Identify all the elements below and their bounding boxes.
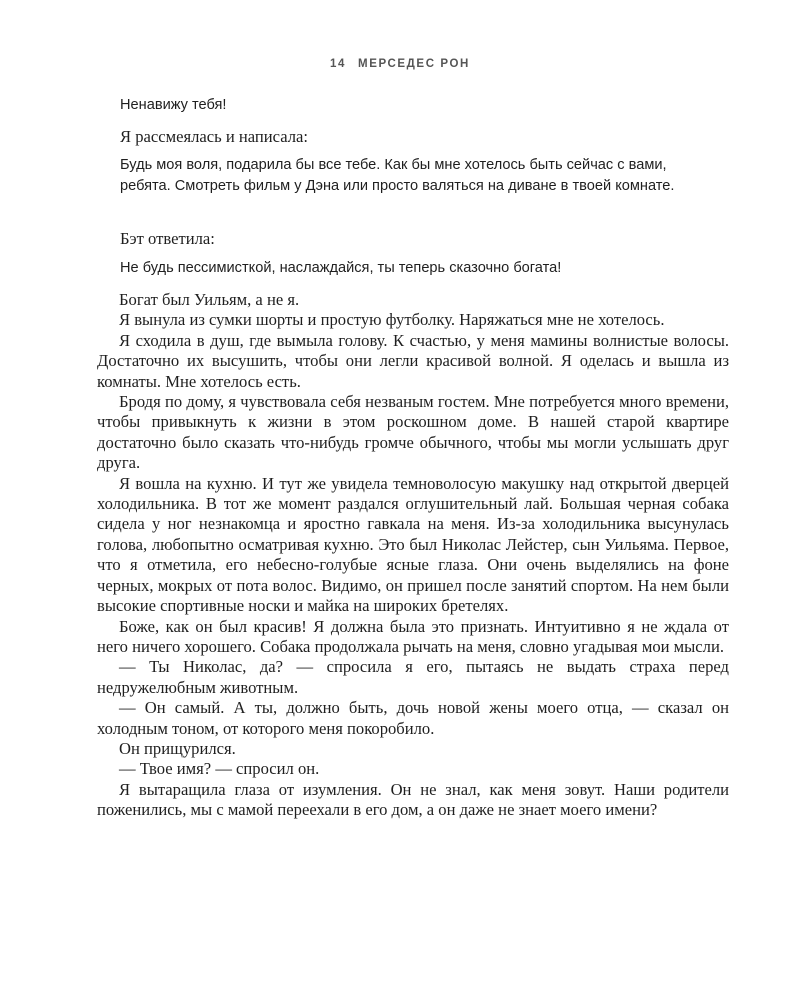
- paragraph: Я вошла на кухню. И тут же увидела темноволосую макушку над открытой дверцей холодильника. В тот же момент раздался оглушительный лай. Большая черная собака сидела у ног незнакомца и яростно гавкала на меня. Из-за холодильника высунулась голова, любопытно осматривая кухню. Это был Николас Лейстер, сын Уильяма. Первое, что я отметила, его небесно-голубые ясные глаза. Они очень выделялись на фоне черных, мокрых от пота волос. Видимо, он пришел после занятий спортом. На нем были высокие спортивные носки и майка на широких бретелях.: [97, 473, 729, 616]
- text-message: Будь моя воля, подарила бы все тебе. Как бы мне хотелось быть сейчас с вами, ребята. Смотреть фильм у Дэна или просто валяться на диване в твоей комнате.: [120, 157, 675, 194]
- author-name: МЕРСЕДЕС РОН: [358, 58, 470, 70]
- paragraph: Я вытаращила глаза от изумления. Он не знал, как меня зовут. Наши родители поженились, мы с мамой переехали в его дом, а он даже не знает моего имени?: [97, 779, 729, 820]
- paragraph: Бродя по дому, я чувствовала себя незваным гостем. Мне потребуется много времени, чтобы привыкнуть к жизни в этом роскошном доме. В нашей старой квартире достаточно было сказать что-нибудь громче обычного, чтобы мы могли услышать друг друга.: [97, 392, 729, 473]
- paragraph: Я сходила в душ, где вымыла голову. К счастью, у меня мамины волнистые волосы. Достаточно их высушить, чтобы они легли красивой волной. Я оделась и вышла из комнаты. Мне хотелось есть.: [97, 330, 729, 391]
- page-number: 14: [330, 58, 347, 70]
- narration-line: Бэт ответила:: [120, 229, 215, 248]
- text-message: Не будь пессимисткой, наслаждайся, ты теперь сказочно богата!: [120, 260, 562, 276]
- body-text: [97, 290, 729, 821]
- paragraph: — Он самый. А ты, должно быть, дочь новой жены моего отца, — сказал он холодным тоном, от которого меня покоробило.: [97, 698, 729, 738]
- paragraph: Я вынула из сумки шорты и простую футболку. Наряжаться мне не хотелось.: [119, 310, 665, 330]
- running-header: [0, 58, 800, 70]
- text-message: Ненавижу тебя!: [120, 97, 227, 113]
- paragraph: Богат был Уильям, а не я.: [119, 290, 300, 309]
- paragraph: Боже, как он был красив! Я должна была это признать. Интуитивно я не ждала от него ничего хорошего. Собака продолжала рычать на меня, словно угадывая мои мысли.: [97, 616, 729, 656]
- narration-line: Я рассмеялась и написала:: [120, 127, 308, 146]
- paragraph: Он прищурился.: [119, 738, 236, 758]
- paragraph: — Ты Николас, да? — спросила я его, пытаясь не выдать страха перед недружелюбным животным.: [97, 657, 729, 697]
- paragraph: — Твое имя? — спросил он.: [119, 759, 320, 779]
